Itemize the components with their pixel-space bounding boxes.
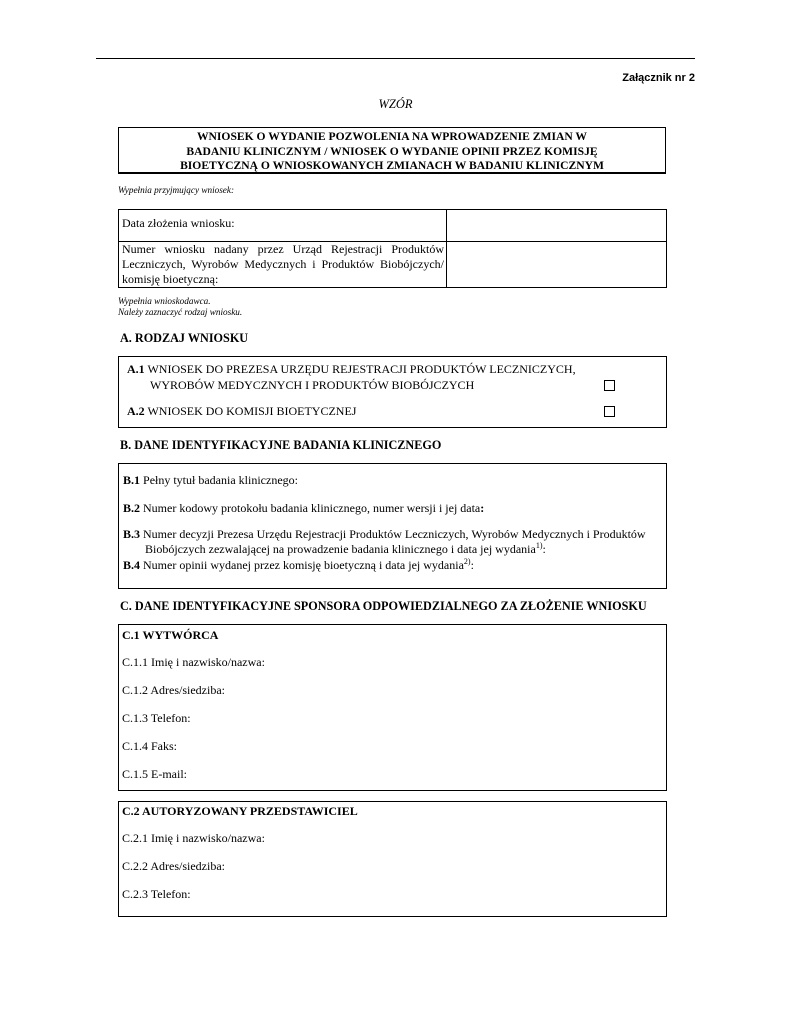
manufacturer-name-field: C.1.1 Imię i nazwisko/nazwa: (122, 655, 265, 669)
manufacturer-address-field: C.1.2 Adres/siedziba: (122, 683, 225, 697)
form-title-line: BADANIU KLINICZNYM / WNIOSEK O WYDANIE OPINII PRZEZ KOMISJĘ (186, 144, 598, 158)
manufacturer-title: C.1 WYTWÓRCA (122, 628, 219, 642)
representative-title: C.2 AUTORYZOWANY PRZEDSTAWICIEL (122, 804, 358, 818)
applicant-note: Należy zaznaczyć rodzaj wniosku. (118, 307, 243, 317)
applicant-note: Wypełnia wnioskodawca. (118, 296, 211, 306)
footnote-1: 1) (535, 541, 543, 550)
section-b-heading: B. DANE IDENTYFIKACYJNE BADANIA KLINICZNEGO (120, 438, 442, 452)
annex-label: Załącznik nr 2 (622, 72, 695, 84)
submission-date-field[interactable] (447, 210, 667, 242)
field-b2: B.2 Numer kodowy protokołu badania klinicznego, numer wersji i jej data: (123, 501, 485, 515)
option-a2-checkbox[interactable] (604, 406, 615, 417)
form-title-line: WNIOSEK O WYDANIE POZWOLENIA NA WPROWADZENIE ZMIAN W (196, 130, 588, 143)
representative-box (118, 801, 667, 917)
section-a-heading: A. RODZAJ WNIOSKU (120, 331, 249, 345)
manufacturer-fax-field: C.1.4 Faks: (122, 739, 178, 753)
submission-date-label: Data złożenia wniosku: (119, 210, 447, 242)
representative-name-field: C.2.1 Imię i nazwisko/nazwa: (122, 831, 265, 845)
manufacturer-box (118, 624, 667, 791)
manufacturer-phone-field: C.1.3 Telefon: (122, 711, 191, 725)
option-a2: A.2 WNIOSEK DO KOMISJI BIOETYCZNEJ (127, 404, 357, 418)
manufacturer-email-field: C.1.5 E-mail: (122, 767, 187, 781)
template-label: WZÓR (378, 97, 413, 111)
section-c-heading: C. DANE IDENTYFIKACYJNE SPONSORA ODPOWIEDZIALNEGO ZA ZŁOŻENIE WNIOSKU (120, 599, 647, 613)
option-a1-line2: WYROBÓW MEDYCZNYCH I PRODUKTÓW BIOBÓJCZYCH (150, 378, 475, 392)
option-a1-checkbox[interactable] (604, 380, 615, 391)
form-title-line: BIOETYCZNĄ O WNIOSKOWANYCH ZMIANACH W BADANIU KLINICZNYM (180, 159, 604, 173)
option-a1: A.1 WNIOSEK DO PREZESA URZĘDU REJESTRACJI PRODUKTÓW LECZNICZYCH, (127, 362, 576, 376)
field-b3-line2: Biobójczych zezwalającej na prowadzenie badania klinicznego i data jej wydania$^{1)}$: (145, 541, 546, 556)
form-title (118, 127, 666, 174)
application-number-field[interactable] (447, 242, 667, 288)
section-a-box (118, 356, 667, 428)
top-rule (96, 58, 695, 59)
section-b-box (118, 463, 667, 589)
representative-address-field: C.2.2 Adres/siedziba: (122, 859, 225, 873)
representative-phone-field: C.2.3 Telefon: (122, 887, 191, 901)
field-b3: B.3 Numer decyzji Prezesa Urzędu Rejestracji Produktów Leczniczych, Wyrobów Medycznych i Produktów (123, 527, 646, 541)
field-b1: B.1 Pełny tytuł badania klinicznego: (123, 473, 298, 487)
intake-note: Wypełnia przyjmujący wniosek: (118, 185, 235, 195)
intake-table (118, 209, 667, 288)
application-number-label: Numer wniosku nadany przez Urząd Rejestracji Produktów Leczniczych, Wyrobów Medycznych i Produktów Biobójczych/ komisję bioetyczną: (119, 242, 447, 288)
field-b4: B.4 Numer opinii wydanej przez komisję bioetyczną i data jej wydania$^{2)}$: (123, 557, 474, 572)
footnote-2: 2) (463, 557, 471, 566)
